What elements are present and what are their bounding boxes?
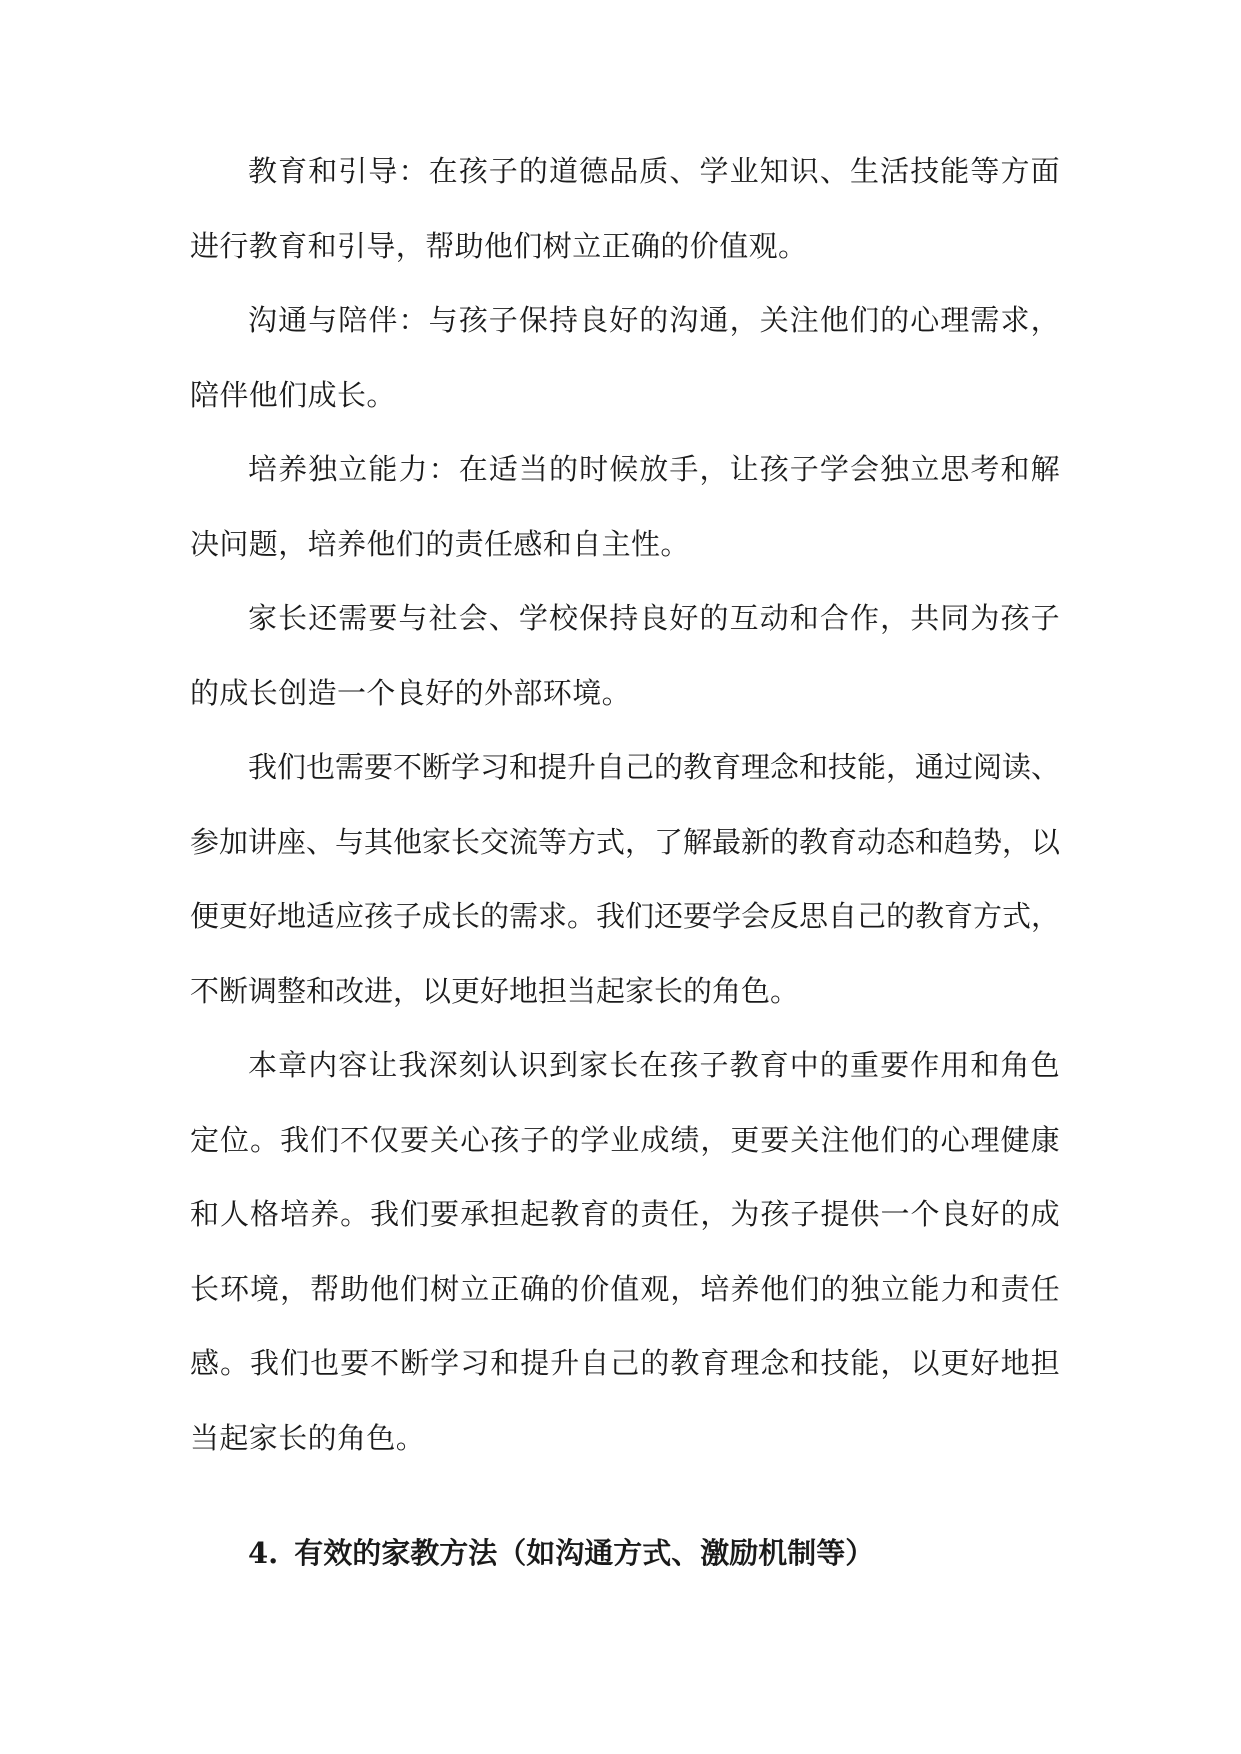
paragraph-continuous-learning: 我们也需要不断学习和提升自己的教育理念和技能，通过阅读、参加讲座、与其他家长交流等方式，了解最新的教育动态和趋势，以便更好地适应孩子成长的需求。我们还要学会反思自己的教育方式，不断调整和改进，以更好地担当起家长的角色。 <box>190 750 1061 1008</box>
section-heading <box>248 1533 874 1573</box>
paragraph-education-guidance: 教育和引导：在孩子的道德品质、学业知识、生活技能等方面进行教育和引导，帮助他们树立正确的价值观。 <box>190 154 1060 263</box>
paragraph-chapter-summary: 本章内容让我深刻认识到家长在孩子教育中的重要作用和角色定位。我们不仅要关心孩子的学业成绩，更要关注他们的心理健康和人格培养。我们要承担起教育的责任，为孩子提供一个良好的成长环境，帮助他们树立正确的价值观，培养他们的独立能力和责任感。我们也要不断学习和提升自己的教育理念和技能，以更好地担当起家长的角色。 <box>190 1048 1060 1455</box>
paragraph-independence: 培养独立能力：在适当的时候放手，让孩子学会独立思考和解决问题，培养他们的责任感和自主性。 <box>190 452 1060 561</box>
paragraph-society-school: 家长还需要与社会、学校保持良好的互动和合作，共同为孩子的成长创造一个良好的外部环境。 <box>190 601 1060 710</box>
section-title: 有效的家教方法（如沟通方式、激励机制等） <box>294 1536 875 1570</box>
body-text <box>190 134 1060 1475</box>
section-number: 4. <box>248 1536 279 1570</box>
paragraph-communication-companionship: 沟通与陪伴：与孩子保持良好的沟通，关注他们的心理需求，陪伴他们成长。 <box>190 303 1060 412</box>
